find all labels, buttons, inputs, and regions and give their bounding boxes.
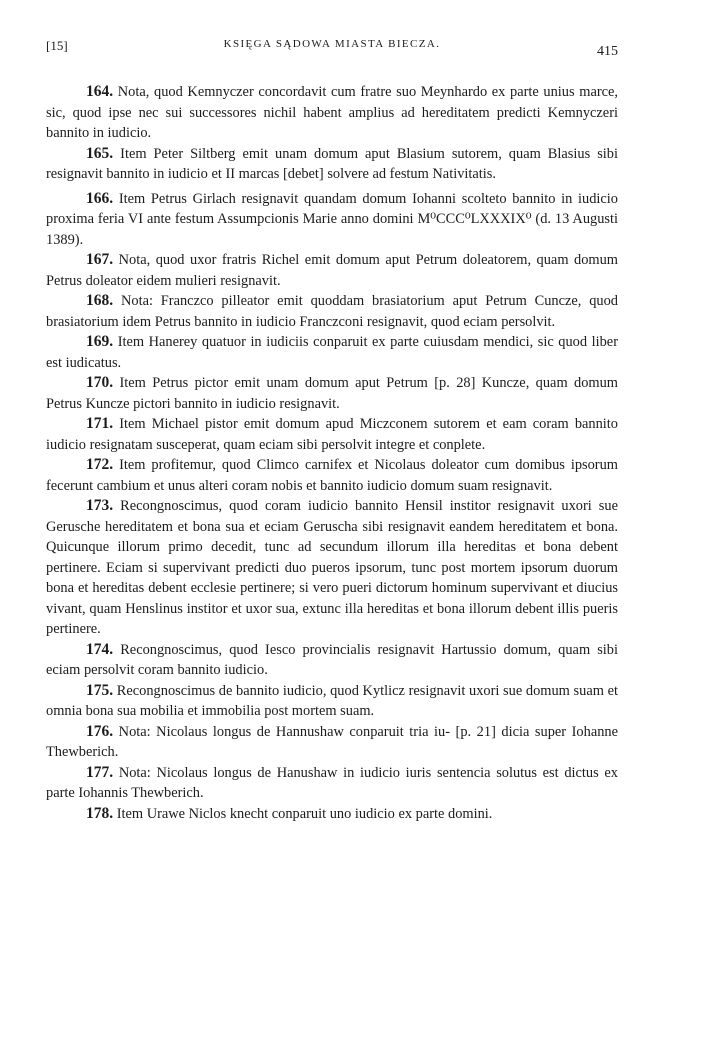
entry-text: Nota: Nicolaus longus de Hanushaw in iudicio iuris sentencia solutus est dictus ex parte Iohannis Thewberich. bbox=[46, 764, 618, 801]
entry-number: 174. bbox=[86, 640, 114, 658]
entry-number: 167. bbox=[86, 251, 114, 268]
entry-number: 178. bbox=[86, 804, 114, 822]
entry bbox=[46, 373, 618, 414]
entry-text: Recongnoscimus, quod coram iudicio bannito Hensil institor resignavit uxori sue Gerusche hereditatem et bona sua et eciam Geruscha sibi resignavit eandem hereditatem et bona. Quicunque illorum primo decedit, tunc ad secundum illorum illa hereditas et bona debent pertinere. Eciam si supervivant predicti duo pueros ipsorum, tunc post mortem ipsorum duorum bona et hereditas debent ecclesie pertinere; si vero pueri dictorum hominum supervivant et diucius vivant, quam Henslinus institor et uxor sua, extunc illa hereditas et bona illorum debent illis pueris pertinere. bbox=[46, 498, 618, 637]
entry-number: 170. bbox=[86, 374, 114, 391]
entry-number: 175. bbox=[86, 681, 114, 699]
entry bbox=[46, 763, 618, 804]
entry-number: 166. bbox=[86, 189, 114, 207]
entry bbox=[46, 250, 618, 291]
entry-text: Nota, quod uxor fratris Richel emit domum aput Petrum doleatorem, quam domum Petrus doleator eidem mulieri resignavit. bbox=[46, 252, 618, 289]
entry-text: Nota: Franczco pilleator emit quoddam brasiatorium aput Petrum Cuncze, quod brasiatorium idem Petrus bannito in iudicio Franczconi resignavit, quod eciam persolvit. bbox=[46, 293, 618, 330]
entry-text: Recongnoscimus, quod Iesco provincialis resignavit Hartussio domum, quam sibi eciam persolvit coram bannito iudicio. bbox=[46, 641, 618, 678]
entry bbox=[46, 722, 618, 763]
page-body bbox=[46, 82, 618, 824]
entry-number: 173. bbox=[86, 497, 114, 514]
entry bbox=[46, 291, 618, 332]
entry-text: Item Urawe Niclos knecht conparuit uno iudicio ex parte domini. bbox=[116, 805, 493, 822]
entry-number: 172. bbox=[86, 456, 114, 473]
entry-text: Item Michael pistor emit domum apud Miczconem sutorem et eam coram bannito iudicio resignatam susceperat, quam eciam sibi persolvit integre et conplete. bbox=[46, 416, 618, 453]
entry bbox=[46, 189, 618, 251]
entry bbox=[46, 332, 618, 373]
entry-text: Item Petrus pictor emit unam domum aput Petrum [p. 28] Kuncze, quam domum Petrus Kuncze pictori bannito in iudicio resignavit. bbox=[46, 375, 618, 412]
entry bbox=[46, 144, 618, 185]
entry-text: Item Peter Siltberg emit unam domum aput Blasium sutorem, quam Blasius sibi resignavit bannito in iudicio et II marcas [debet] solvere ad festum Nativitatis. bbox=[46, 145, 618, 182]
entry-text: Item Hanerey quatuor in iudiciis conparuit ex parte cuiusdam mendici, sic quod liber est iudicatus. bbox=[46, 334, 618, 371]
entry-number: 165. bbox=[86, 144, 114, 162]
entry bbox=[46, 455, 618, 496]
entry bbox=[46, 496, 618, 640]
header-section-number: [15] bbox=[46, 38, 68, 53]
header-title: KSIĘGA SĄDOWA MIASTA BIECZA. bbox=[223, 38, 441, 50]
entry bbox=[46, 681, 618, 722]
entry-text: Nota: Nicolaus longus de Hannushaw conparuit tria iu- [p. 21] dicia super Iohanne Thewberich. bbox=[46, 723, 618, 760]
entry-text: Nota, quod Kemnyczer concordavit cum fratre suo Meynhardo ex parte unius marce, sic, quod ipse nec sui successores nichil habent amplius ad hereditatem predicti Kemnyczeri bannito in iudicio. bbox=[46, 84, 618, 141]
entry bbox=[46, 804, 618, 825]
entry-number: 176. bbox=[86, 722, 114, 740]
entry-number: 171. bbox=[86, 415, 114, 432]
page-number: 415 bbox=[597, 44, 618, 59]
entry-number: 164. bbox=[86, 83, 114, 100]
entry-number: 168. bbox=[86, 292, 114, 309]
entry bbox=[46, 414, 618, 455]
entry-number: 177. bbox=[86, 763, 114, 781]
entry bbox=[46, 640, 618, 681]
entry-text: Item profitemur, quod Climco carnifex et Nicolaus doleator cum domibus ipsorum fecerunt cambium et unus alteri coram nobis et bannito iudicio domum suam resignavit. bbox=[46, 457, 618, 494]
entry-number: 169. bbox=[86, 333, 114, 350]
entry-text: Item Petrus Girlach resignavit quandam domum Iohanni scolteto bannito in iudicio proxima feria VI ante festum Assumpcionis Marie anno domini M⁰CCC⁰LXXXIX⁰ (d. 13 Augusti 1389). bbox=[46, 190, 618, 248]
running-header bbox=[46, 38, 618, 62]
entry-text: Recongnoscimus de bannito iudicio, quod Kytlicz resignavit uxori sue domum suam et omnia bona sua mobilia et immobilia post mortem suam. bbox=[46, 682, 618, 719]
entry bbox=[46, 82, 618, 144]
